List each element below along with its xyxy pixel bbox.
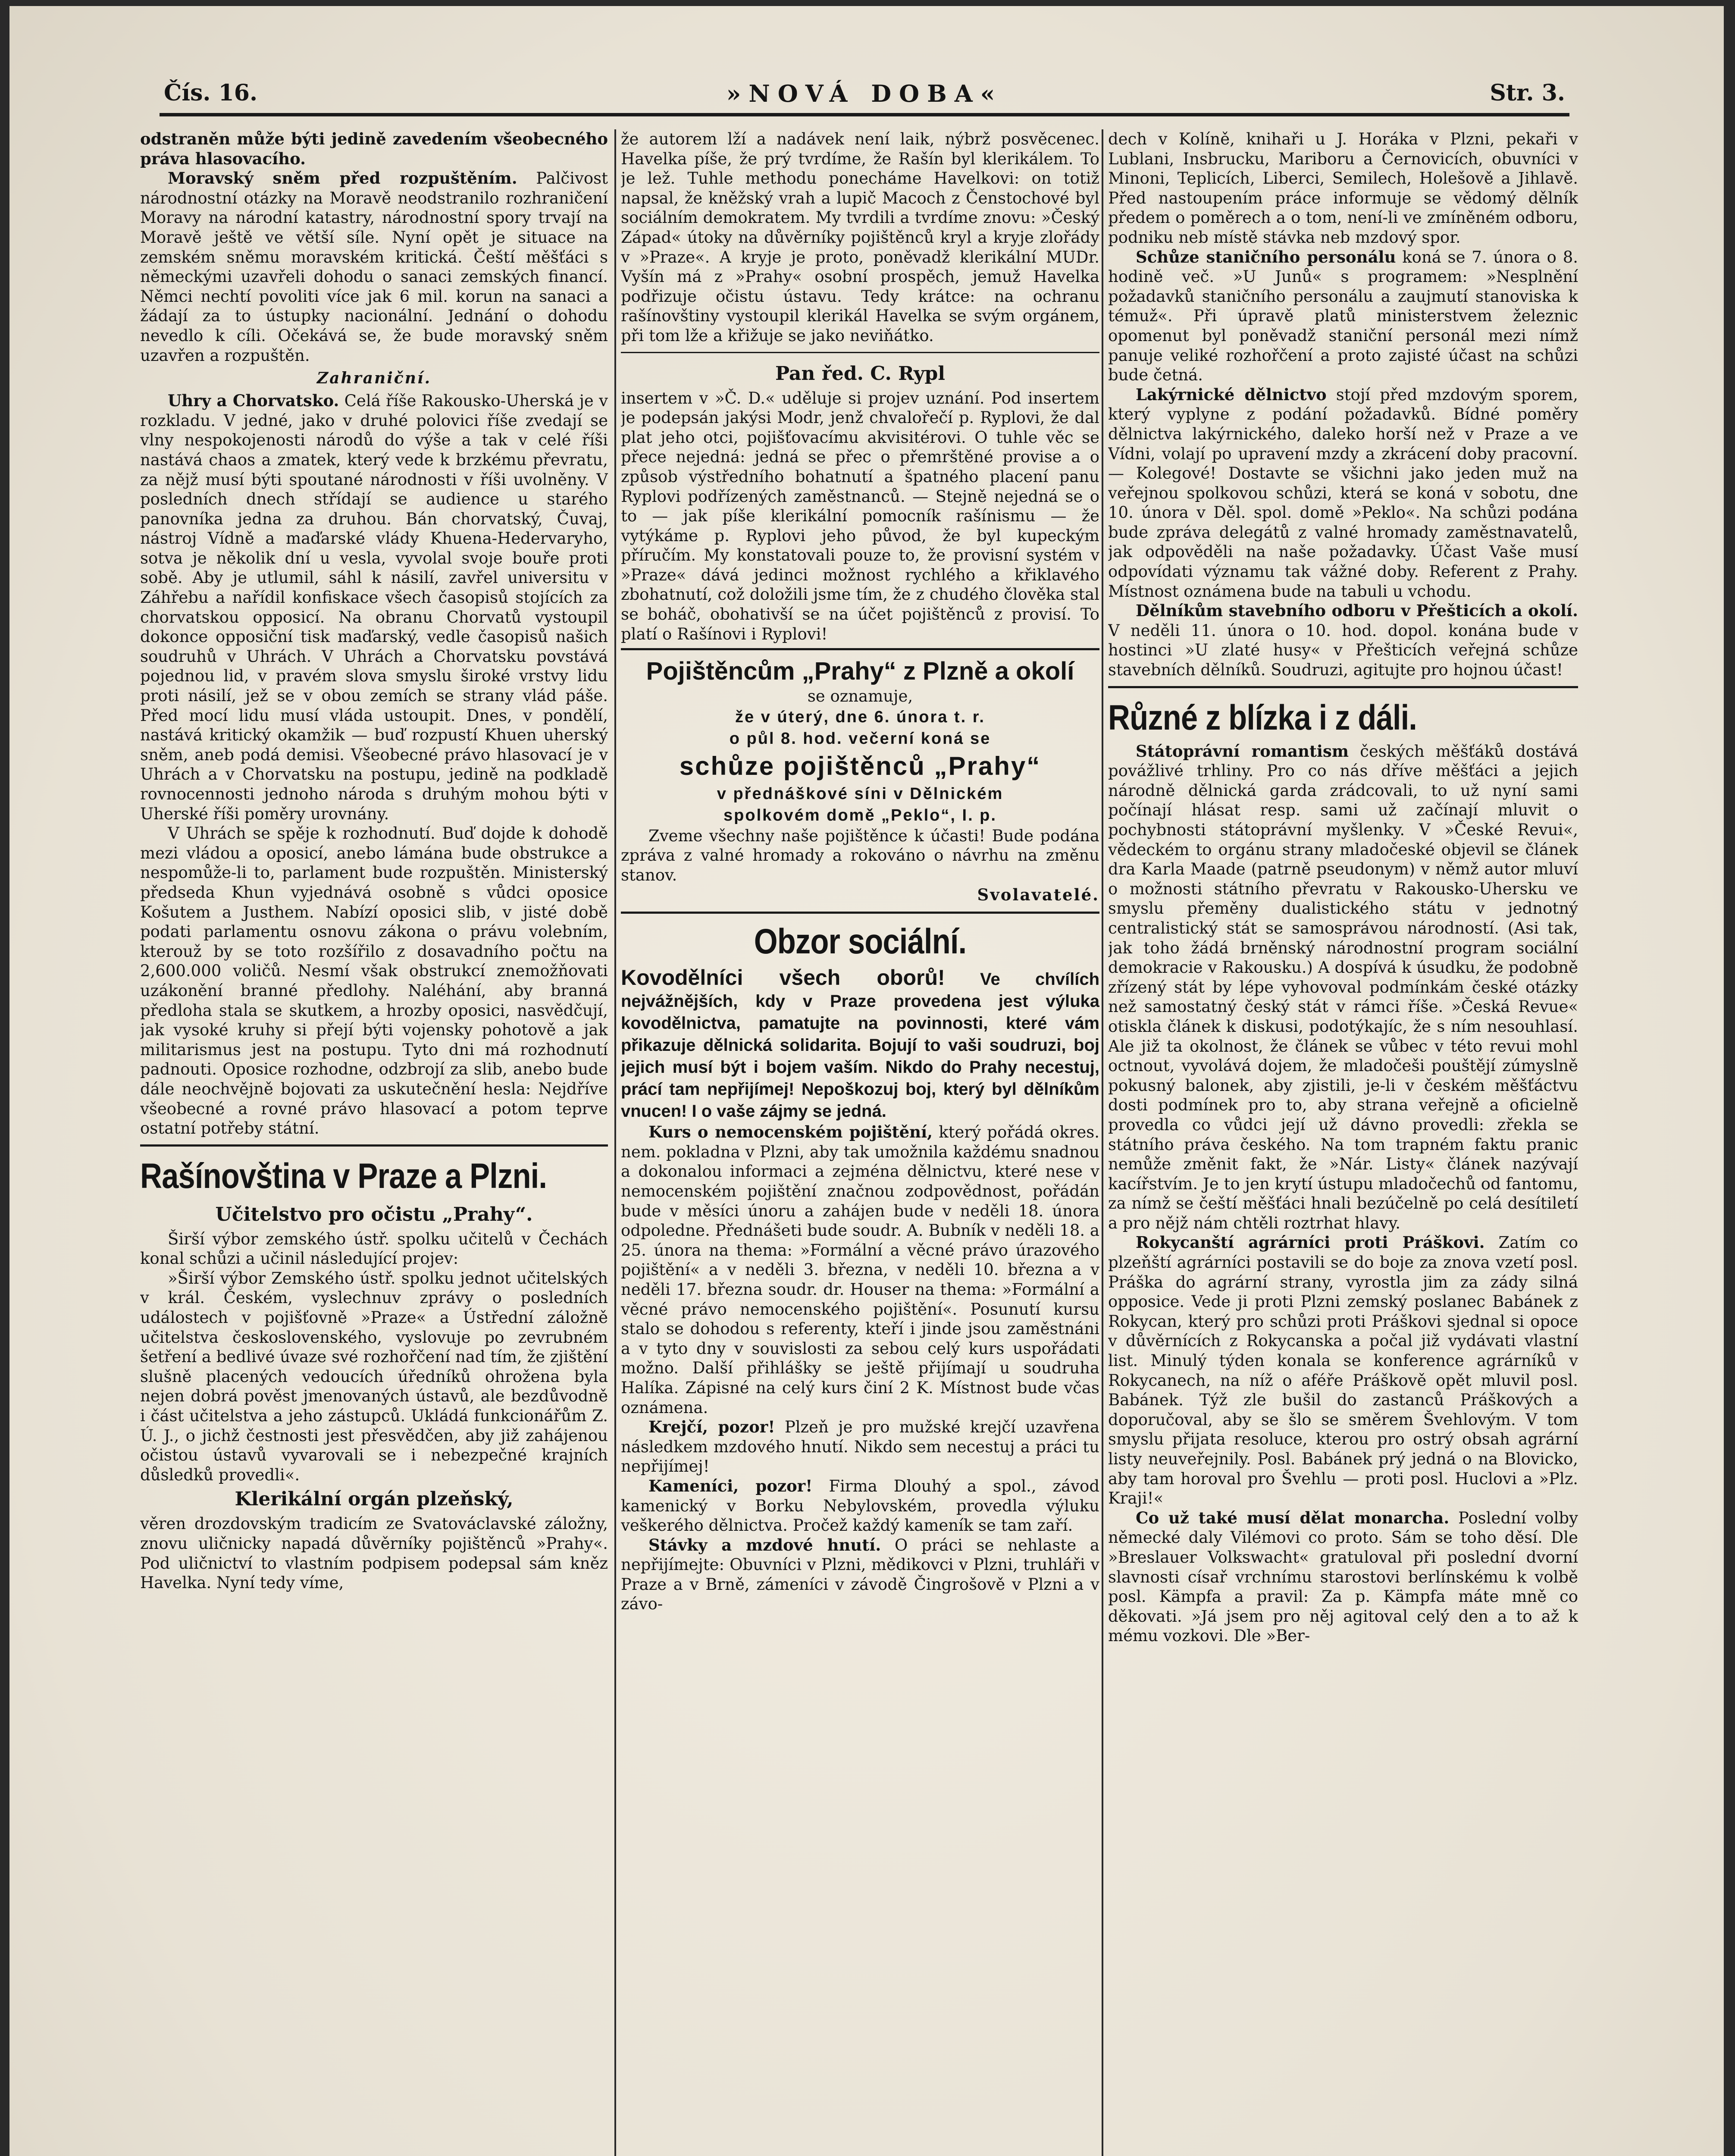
scan-border-left (0, 0, 9, 2156)
scan-border-right (1724, 0, 1735, 2156)
article-body: koná se 7. února o 8. hodině več. »U Junů« s programem: »Nesplnění požadavků staničního personálu a zaujmutí stanoviska k témuž«. Při úpravě platů ministerstvem železnic opomenut byl poněvadž staniční personál mezi nímž panuje veliké rozhořčení a proto zajisté účast na schůzi bude četná. (1108, 248, 1578, 385)
article-heading: Co už také musí dělat monarcha. (1136, 1508, 1450, 1527)
column-divider (614, 129, 616, 2156)
section-rule (1108, 686, 1578, 688)
article-body: V neděli 11. února o 10. hod. dopol. konána bude v hostinci »U zlaté husy« v Přešticích veřejná schůze stavebních dělníků. Soudruzi, agitujte pro hojnou účast! (1108, 621, 1578, 680)
announcement-signature: Svolavatelé. (977, 885, 1099, 904)
article-continuation: odstraněn může býti jedině zavedením všeobecného práva hlasovacího. (140, 129, 608, 168)
subheading-teachers: Učitelstvo pro očistu „Prahy“. (215, 1203, 533, 1225)
article-body: Poslední volby německé daly Vilémovi co proto. Sám se toho děsí. Dle »Breslauer Volkswacht« gratuloval při poslední dvorní slavnosti císař vrchnímu starostovi berlínskému k volbě posl. Kämpfa a pravil: Za p. Kämpfa máte mně co děkovati. »Já jsem pro něj agitoval celý den a to až k mému vozkovi. Dle »Ber- (1108, 1508, 1578, 1645)
article-strikes (621, 1536, 1099, 1614)
article-body: českých měšťáků dostává povážlivé trhliny. Pro co nás dříve měšťáci a jejich národně dělnická garda zrádcovali, to už nyní sami počínají hlásat resp. sami už začínají mluvit o pochybnosti státoprávní myšlenky. V »České Revui«, vědeckém to orgánu strany mladočeské objevil se článek dra Karla Maade (patrně pseudonym) v němž autor mluví o možnosti státního převratu v Rakousko-Uhersku ve smyslu přeměny dualistického státu v jednotný centralistický stát se samosprávou národností. (Asi tak, jak toho žádá brněnský národnostní program sociální demokracie v Rakousku.) A dospívá k úsudku, že podobně zřízený stát by lépe vyhovoval podmínkám české otázky než samostatný český stát v rámci říše. »Česká Revue« otiskla článek k diskusi, podotýkajíc, že s ním nesouhlasí. Ale již ta okolnost, že článek se vůbec v této revui mohl octnout, vyvolává dojem, že mladočeši pouštějí zúmyslně pokusný balonek, aby zjistili, je-li v českém měšťáctvu dosti podmínek pro to, aby strana veřejně a oficielně provedla co vůdci její už dávno provedli: zřekla se státního práva českého. Na tom trapném faktu pranic nemůže změnit fakt, že »Nár. Listy« článek nazývají kacířstvím. Je to jen krytí ústupu mladočechů od fantomu, za nímž se čeští měšťáci hnali bezúčelně po celá desítiletí a pro nějž nám chtěli roztrhat hlavy. (1108, 742, 1578, 1232)
announcement-text: Zveme všechny naše pojištěnce k účasti! Bude podána zpráva z valné hromady a rokováno o návrhu na změnu stanov. (621, 826, 1099, 885)
article-rokycany (1108, 1233, 1578, 1508)
headline-rasinovstina: Rašínovština v Praze a Plzni. (140, 1156, 547, 1196)
article-heading: Kovodělníci všech oborů! (621, 965, 945, 990)
article-station-staff (1108, 248, 1578, 385)
article-paragraph: Širší výbor zemského ústř. spolku učitelů v Čechách konal schůzi a učinil následující projev: (140, 1229, 608, 1268)
article-body: Firma Dlouhý a spol., závod kamenický v Borku Nebylovském, provedla výluku veškerého dělnictva. Pročež každý kameník se tam zaří. (621, 1476, 1099, 1535)
scan-border-top (0, 0, 1735, 6)
article-continuation: dech v Kolíně, knihaři u J. Horáka v Plzni, pekaři v Lublani, Insbrucku, Mariboru a Černovicích, obuvníci v Minoni, Teplicích, Liberci, Semilech, Holešově a Jihlavě. Před nastoupením práce informuje se vědomý dělník předem o poměrech a o tom, není-li ve zmíněném odboru, podniku neb místě stávka neb mzdový spor. (1108, 130, 1578, 247)
article-body: stojí před mzdovým sporem, který vyplyne z podání požadavků. Bídné poměry dělnictva lakýrnického, daleko horší než v Praze a ve Vídni, volají po upravení mzdy a zkrácení doby pracovní. — Kolegové! Dostavte se všichni jako jeden muž na veřejnou spolkovou schůzi, která se koná v sobotu, dne 10. února v Děl. spol. domě »Peklo«. Na schůzi podána bude zpráva delegátů z valné hromady zaměstnavatelů, jak odpověděli na naše požadavky. Účast Vaše musí odpovídati významu tak vážné doby. Referent z Prahy. Místnost oznámena bude na tabuli u vchodu. (1108, 385, 1578, 601)
article-heading: Stávky a mzdové hnutí. (648, 1535, 881, 1554)
announcement-meeting: schůze pojištěnců „Prahy“ (679, 751, 1041, 780)
article-heading: Krejčí, pozor! (648, 1417, 775, 1437)
article-body: Palčivost národnostní otázky na Moravě neodstranilo rozhraničení Moravy na národní katastry, národnostní spory trvají na Moravě ještě ve větší síle. Nyní opět je situace na zemském sněmu moravském kritická. Čeští měšťáci s německými uzavřeli dohodu o sanaci zemských financí. Němci nechtí povoliti více jak 6 mil. korun na sanaci a žádají za to ústupky nacionální. Jednání o dohodu nevedlo k cíli. Očekává se, že bude moravský sněm uzavřen a rozpuštěn. (140, 169, 608, 365)
newspaper-title: »NOVÁ DOBA« (726, 80, 1003, 107)
article-builders (1108, 601, 1578, 680)
article-heading: Moravský sněm před rozpuštěním. (168, 169, 517, 188)
article-metalworkers (621, 965, 1099, 1122)
announcement-venue: spolkovém domě „Peklo“, I. p. (723, 806, 997, 824)
article-heading: Schůze staničního personálu (1136, 247, 1396, 266)
article-body: Celá říše Rakousko-Uherská je v rozkladu. V jedné, jako v druhé polovici říše zvedají se vlny nespokojenosti národů do výše a tak v celé říši nastává chaos a zmatek, který vede k brzkému převratu, za nějž musí býti spoutané národnosti v říši uvolněny. V posledních dnech střídají se audience u starého panovníka jedna za druhou. Bán chorvatský, Čuvaj, nástroj Vídně a maďarské vlády Khuena-Hedervaryho, sotva je několik dní u vesla, vyvolal svoje bouře proti sobě. Aby je utlumil, sáhl k násilí, zavřel universitu v Záhřebu a nařídil konfiskace všech časopisů stojících za chorvatskou opposicí. Na obranu Chorvatů vystoupil dokonce opposiční tisk maďarský, vedle časopisů našich soudruhů v Uhrách. V Uhrách a Chorvatsku povstává pojednou lid, v pravém slova smyslu široké vrstvy lidu proti násilí, jež se v obou zemích se strany vlád páše. Před mocí lidu musí vláda ustoupit. Dnes, v pondělí, nastává kritický okamžik — buď rozpustí Khuen uherský sněm, aneb podá demisi. Všeobecné právo hlasovací je v Uhrách a v Chorvatsku na postupu, jedině na podkladě rovnocennosti jednoho národa s druhým mohou býti v Uherské říši poměry urovnány. (140, 392, 608, 823)
page-header (164, 80, 1565, 114)
announcement-date: že v úterý, dne 6. února t. r. (735, 708, 985, 726)
article-body: Ve chvílích nejvážnějších, kdy v Praze provedena jest výluka kovodělnictva, pamatujte na povinnosti, které vám přikazuje dělnická solidarita. Bojují to vaši soudruzi, boj jejich musí být i bojem vaším. Nikdo do Prahy necestuj, prácí tam nepřijímej! Nepoškozuj boj, který byl dělníkům vnucen! I o vaše zájmy se jedná. (621, 970, 1099, 1121)
article-heading: Kurs o nemocenském pojištění, (648, 1122, 933, 1142)
article-varnishers (1108, 385, 1578, 602)
column-2 (621, 129, 1099, 2156)
headline-misc: Různé z blízka i z dáli. (1108, 698, 1417, 737)
article-hungary (140, 391, 608, 824)
article-heading: Státoprávní romantism (1136, 741, 1349, 761)
issue-number: Čís. 16. (164, 80, 258, 106)
article-heading: Uhry a Chorvatsko. (168, 391, 339, 411)
article-body: Zatím co plzeňští agrárníci postavili se do boje za znova vzetí posl. Práška do agrární strany, vyrostla jim za zády silná opposice. Vede ji proti Plzni zemský poslanec Babánek z Rokycan, který pro schůzi proti Práškovi sjednal si opoce v důvěrnících z Rokycanska a počal již vydávati vlastní list. Minulý týden konala se konference agrárníků v Rokycanech, na níž o aféře Práškově opět mluvil posl. Babánek. Týž zle bušil do zastanců Práškových a doporučoval, aby se šlo se směrem Švehlovým. V tom smyslu přijata resoluce, kterou pro ostrý obsah agrární listy neuveřejnily. Posl. Babánek prý jedná o na Blovicko, aby tam horoval pro Švehlu — proti posl. Huclovi a »Plz. Kraji!« (1108, 1233, 1578, 1508)
meeting-announcement-box (621, 648, 1099, 914)
article-state-romanticism (1108, 742, 1578, 1233)
subheading-clerical: Klerikální orgán plzeňský, (235, 1488, 514, 1510)
header-rule (160, 113, 1569, 116)
column-divider (1102, 129, 1103, 2156)
article-heading: Kameníci, pozor! (648, 1476, 813, 1495)
article-course (621, 1122, 1099, 1417)
article-stonemasons (621, 1476, 1099, 1536)
page-number: Str. 3. (1490, 80, 1565, 106)
article-body: Plzeň je pro mužské krejčí uzavřena následkem mzdového hnutí. Nikdo sem necestuj a práci tu nepřijímej! (621, 1418, 1099, 1476)
article-paragraph: insertem v »Č. D.« uděluje si projev uznání. Pod insertem je podepsán jakýsi Modr, jenž chvalořečí p. Ryplovi, že dal plat jeho otci, pojišťovacímu akvisitérovi. O tuhle věc se přece nejedná: jedná se přec o přemrštěné provise a o způsob výstředního bohatnutí a špatného placení panu Ryplovi podřízených zaměstnanců. — Stejně nejedná se o to — jak píše klerikální pomocník rašínismu — že vytýkáme p. Ryplovi jeho původ, že byl kupeckým příručím. My konstatovali pouze to, že provisní systém v »Praze« dává jedinci možnost rychlého a křiklavého zbohatnutí, což doložili jsme tím, že z chudého člověka stal se boháč, obohativší se na účet pojištěnců z provisí. To platí o Rašínovi i Ryplovi! (621, 389, 1099, 643)
article-paragraph: V Uhrách se spěje k rozhodnutí. Buď dojde k dohodě mezi vládou a oposicí, anebo lámána bude obstrukce a nespomůže-li to, parlament bude rozpuštěn. Ministerský předseda Khun vyjednává osobně s vůdci oposice Košutem a Justhem. Nabízí oposici slib, v jisté době podati parlamentu osnovu zákona o právu volebním, kterouž by se toto rozšířilo z dosavadního počtu na 2,600.000 voličů. Nesmí však obstrukcí znemožňovati uzákonění branné předlohy. Naléhání, aby branná předloha stala se skutkem, a hrozby oposici, nasvědčují, jak vysoké kruhy si přejí býti vojensky pohotově a jak militarismus jest na postupu. Tyto dni má rozhodnutí padnouti. Oposice rozhodne, odzbrojí za slib, anebo bude dále neochvějně bojovati za uskutečnění hesla: Nejdříve všeobecné a rovné právo hlasovací a potom teprve ostatní potřeby státní. (140, 824, 608, 1138)
article-monarch (1108, 1508, 1578, 1646)
article-paragraph: věren drozdovským tradicím ze Svatováclavské záložny, znovu uličnicky napadá důvěrníky pojištěnců »Prahy«. Pod uličnictví to vlastním podpisem podepsal sám kněz Havelka. Nyní tedy víme, (140, 1514, 608, 1592)
article-heading: Rokycanští agrárníci proti Práškovi. (1136, 1233, 1485, 1252)
article-paragraph: »Širší výbor Zemského ústř. spolku jednot učitelských v král. Českém, vyslechnuv zprávy o posledních událostech v pojišťovně »Praze« a Ústřední záložně učitelstva československého, vyslovuje po zevrubném šetření a bedlivé úvaze své rozhořčení nad tím, že zjištění slušně placených vedoucích úředníků ohrožena byla nejen dobrá pověst jmenovaných ústavů, ale bezdůvodně i část učitelstva a jeho zástupců. Ukládá funkcionářům Z. Ú. J., o jichž čestnosti jest přesvědčen, aby již zahájenou očistou ústavů vyvarovali se i nebezpečné krajních důsledků provedli«. (140, 1269, 608, 1484)
subheading-rypl: Pan řed. C. Rypl (775, 362, 946, 385)
article-body: který pořádá okres. nem. pokladna v Plzni, aby tak umožnila každému snadnou a dokonalou informaci a zejména dělnictvu, které nese v nemocenském pojištění značnou zodpovědnost, pořádán bude v měsíci únoru a zahájen bude v neděli 18. února odpoledne. Přednášeti bude soudr. A. Bubník v neděli 18. a 25. února na thema: »Formální a věcné právo úrazového pojištění« a v neděli 3. března, v neděli 10. března a v neděli 17. března soudr. dr. Houser na thema: »Formální a věcné právo nemocenského pojištění«. Posunutí kursu stalo se dohodou s referenty, kteří i jinde jsou zaměstnáni a v tyto dny v souvislosti za sebou celý kurs uspořádati možno. Další přihlášky se ještě přijímají u soudruha Halíka. Zápisné na celý kurs činí 2 K. Místnost bude včas oznámena. (621, 1123, 1099, 1417)
column-1 (140, 129, 608, 2156)
announcement-line: se oznamuje, (807, 687, 913, 706)
section-heading-foreign: Zahraniční. (316, 369, 432, 388)
article-tailors (621, 1417, 1099, 1476)
headline-social: Obzor sociální. (754, 922, 967, 962)
section-rule (621, 352, 1099, 353)
article-heading: Lakýrnické dělnictvo (1136, 385, 1327, 404)
article-heading: Dělníkům stavebního odboru v Přešticích a okolí. (1136, 601, 1578, 620)
announcement-time: o půl 8. hod. večerní koná se (729, 729, 991, 748)
announcement-venue: v přednáškové síni v Dělnickém (717, 784, 1004, 803)
section-rule (140, 1144, 608, 1147)
announcement-title: Pojištěncům „Prahy“ z Plzně a okolí (646, 657, 1074, 686)
article-body: O práci se nehlaste a nepřijímejte: Obuvníci v Plzni, mědikovci v Plzni, truhláři v Praze a v Brně, zámeníci v závodě Čingrošově v Plzni a v závo- (621, 1536, 1099, 1614)
column-3 (1108, 129, 1578, 2156)
article-moravia (140, 169, 608, 365)
article-continuation: že autorem lží a nadávek není laik, nýbrž posvěcenec. Havelka píše, že prý tvrdíme, že Rašín byl klerikálem. To je lež. Tuhle methodu ponecháme Havelkovi: on totiž napsal, že kněžský vrah a lupič Macoch z Čenstochové byl sociálním demokratem. My tvrdili a tvrdíme znovu: »Český Západ« útoky na důvěrníky pojištěnců kryl a kryje zlořády v »Praze«. A kryje je proto, poněvadž klerikální MUDr. Vyšín má z »Prahy« osobní prospěch, jemuž Havelka podřizuje očistu ústavu. Tedy krátce: na ochranu rašínovštiny vystoupil klerikál Havelka se svým orgánem, při tom lže a křižuje se jako neviňátko. (621, 130, 1099, 345)
